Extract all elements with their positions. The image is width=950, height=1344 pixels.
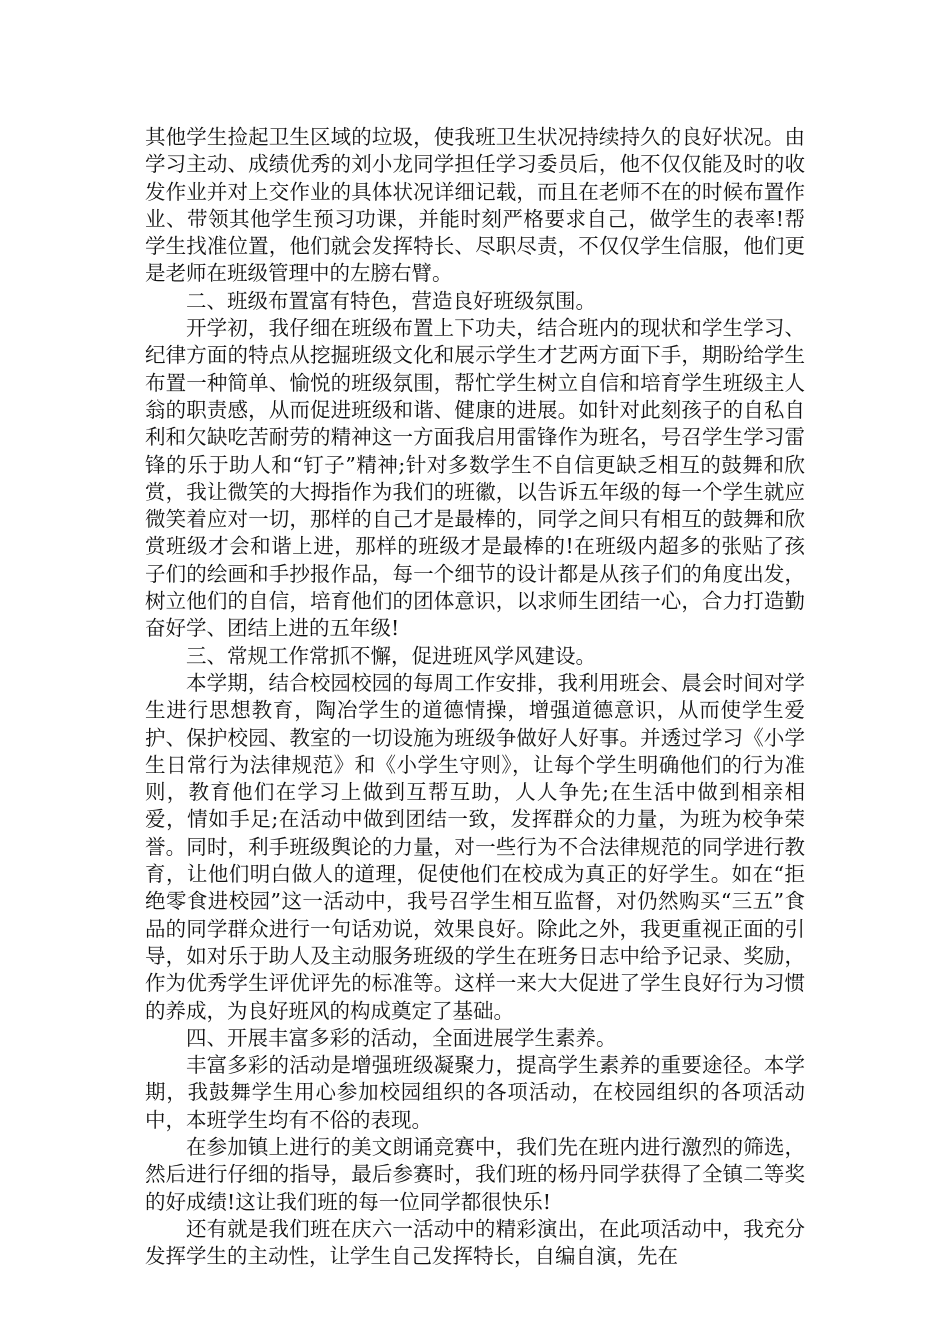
paragraph-7: 丰富多彩的活动是增强班级凝聚力，提高学生素养的重要途径。本学期，我鼓舞学生用心参加校园组织的各项活动，在校园组织的各项活动中，本班学生均有不俗的表现。 <box>145 1053 805 1132</box>
paragraph-3: 开学初，我仔细在班级布置上下功夫，结合班内的现状和学生学习、纪律方面的特点从挖掘班级文化和展示学生才艺两方面下手，期盼给学生布置一种简单、愉悦的班级氛围，帮忙学生树立自信和培育学生班级主人翁的职责感，从而促进班级和谐、健康的进展。如针对此刻孩子的自私自利和欠缺吃苦耐劳的精神这一方面我启用雷锋作为班名，号召学生学习雷锋的乐于助人和“钉子”精神;针对多数学生不自信更缺乏相互的鼓舞和欣赏，我让微笑的大拇指作为我们的班徽，以告诉五年级的每一个学生就应微笑着应对一切，那样的自己才是最棒的，同学之间只有相互的鼓舞和欣赏班级才会和谐上进，那样的班级才是最棒的!在班级内超多的张贴了孩子们的绘画和手抄报作品，每一个细节的设计都是从孩子们的角度出发，树立他们的自信，培育他们的团体意识，以求师生团结一心，合力打造勤奋好学、团结上进的五年级! <box>145 316 805 641</box>
paragraph-1: 其他学生捡起卫生区域的垃圾，使我班卫生状况持续持久的良好状况。由学习主动、成绩优秀的刘小龙同学担任学习委员后，他不仅仅能及时的收发作业并对上交作业的具体状况详细记载，而且在老师不在的时候布置作业、带领其他学生预习功课，并能时刻严格要求自己，做学生的表率!帮学生找准位置，他们就会发挥特长、尽职尽责，不仅仅学生信服，他们更是老师在班级管理中的左膀右臂。 <box>145 125 805 286</box>
section-heading-4: 四、开展丰富多彩的活动，全面进展学生素养。 <box>186 1025 617 1050</box>
paragraph-9: 还有就是我们班在庆六一活动中的精彩演出，在此项活动中，我充分发挥学生的主动性，让学生自己发挥特长，自编自演，先在 <box>145 1216 805 1269</box>
paragraph-8: 在参加镇上进行的美文朗诵竞赛中，我们先在班内进行激烈的筛选，然后进行仔细的指导，最后参赛时，我们班的杨丹同学获得了全镇二等奖的好成绩!这让我们班的每一位同学都很快乐! <box>145 1134 805 1214</box>
section-heading-3: 三、常规工作常抓不懈，促进班风学风建设。 <box>186 643 596 668</box>
document-body <box>145 124 805 1270</box>
paragraph-5: 本学期，结合校园校园的每周工作安排，我利用班会、晨会时间对学生进行思想教育，陶冶学生的道德情操，增强道德意识，从而使学生爱护、保护校园、教室的一切设施为班级争做好人好事。并透过学习《小学生日常行为法律规范》和《小学生守则》，让每个学生明确他们的行为准则，教育他们在学习上做到互帮互助，人人争先;在生活中做到相亲相爱，情如手足;在活动中做到团结一致，发挥群众的力量，为班为校争荣誉。同时，利手班级舆论的力量，对一些行为不合法律规范的同学进行教育，让他们明白做人的道理，促使他们在校成为真正的好学生。如在“拒绝零食进校园”这一活动中，我号召学生相互监督，对仍然购买“三五”食品的同学群众进行一句话劝说，效果良好。除此之外，我更重视正面的引导，如对乐于助人及主动服务班级的学生在班务日志中给予记录、奖励，作为优秀学生评优评先的标准等。这样一来大大促进了学生良好行为习惯的养成，为良好班风的构成奠定了基础。 <box>145 670 805 1023</box>
section-heading-2: 二、班级布置富有特色，营造良好班级氛围。 <box>186 288 596 313</box>
